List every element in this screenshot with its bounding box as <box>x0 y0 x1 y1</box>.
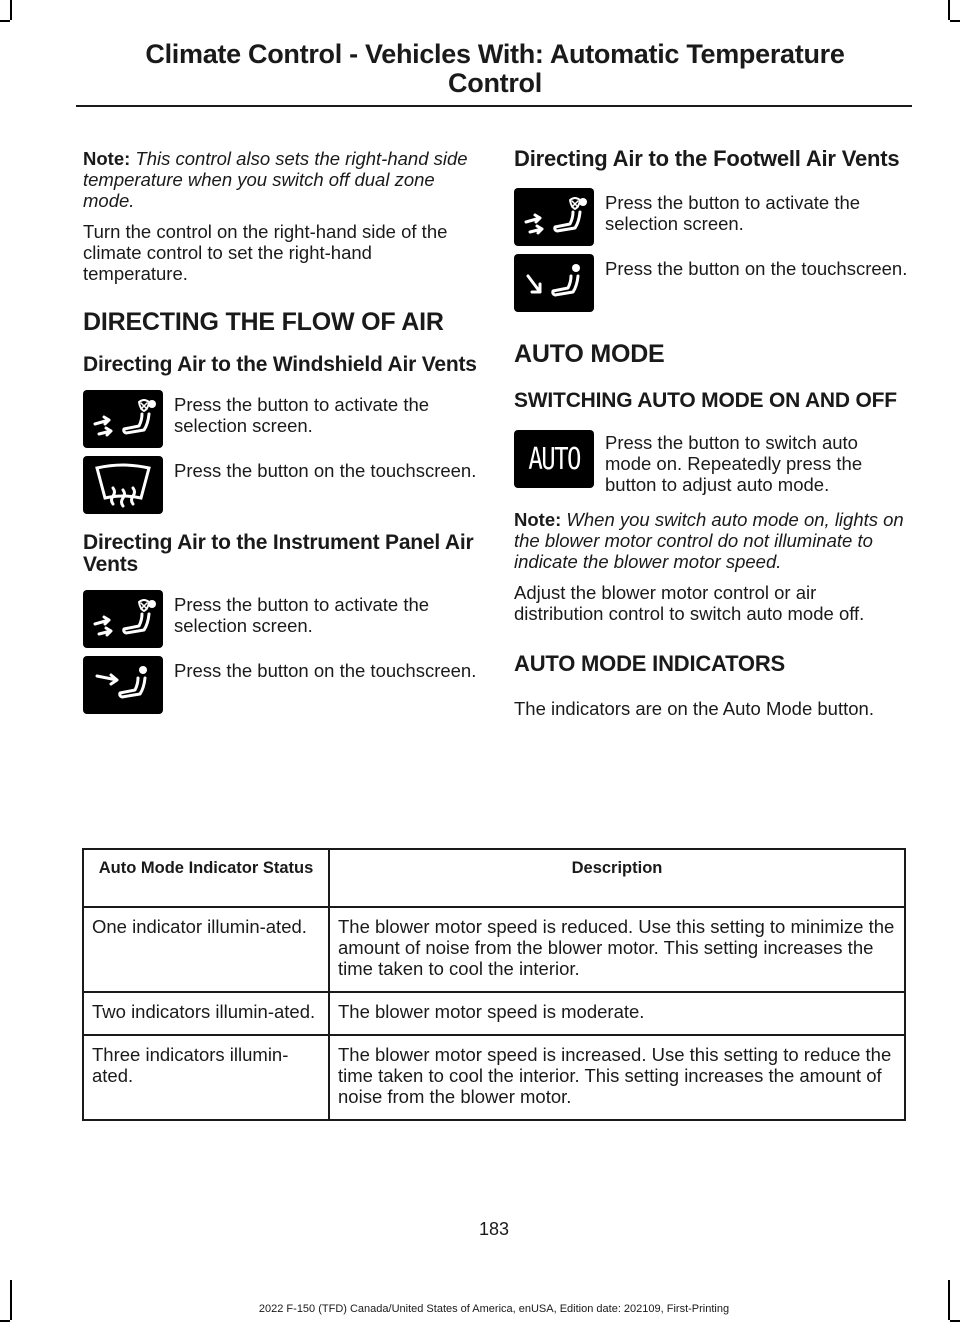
footer-edition: 2022 F-150 (TFD) Canada/United States of America, enUSA, Edition date: 202109, First-Printing <box>258 1303 730 1315</box>
footwell-step-1 <box>514 188 909 246</box>
status-cell: Three indicators illumin-ated. <box>83 1035 329 1120</box>
description-cell: The blower motor speed is increased. Use this setting to reduce the time taken to cool the interior. This setting increases the amount of noise from the blower motor. <box>329 1035 905 1120</box>
crop-mark <box>0 1320 10 1322</box>
subsection-title-switching: SWITCHING AUTO MODE ON AND OFF <box>514 389 897 412</box>
left-column <box>83 148 478 722</box>
status-cell: One indicator illumin-ated. <box>83 907 329 992</box>
step-text: Press the button on the touchscreen. <box>174 460 477 481</box>
table-row <box>83 992 905 1035</box>
header-divider <box>76 105 912 107</box>
table-header-row <box>83 849 905 907</box>
section-title-indicators: AUTO MODE INDICATORS <box>514 651 786 676</box>
note-label: Note: <box>514 509 562 530</box>
windshield-defrost-icon <box>83 456 163 514</box>
crop-mark <box>948 0 950 20</box>
panel-vent-icon <box>83 656 163 714</box>
crop-mark <box>10 0 12 20</box>
page-title <box>80 40 910 98</box>
crop-mark <box>950 20 960 22</box>
subsection-title-footwell: Directing Air to the Footwell Air Vents <box>514 146 900 171</box>
table-row <box>83 1035 905 1120</box>
instrument-step-2 <box>83 656 478 714</box>
subsection-title-windshield: Directing Air to the Windshield Air Vents <box>83 353 477 376</box>
column-header-status: Auto Mode Indicator Status <box>83 849 329 907</box>
status-cell: Two indicators illumin-ated. <box>83 992 329 1035</box>
windshield-step-1 <box>83 390 478 448</box>
paragraph-indicators: The indicators are on the Auto Mode button. <box>514 698 874 719</box>
description-cell: The blower motor speed is moderate. <box>329 992 905 1035</box>
auto-icon-label: AUTO <box>528 441 580 477</box>
column-header-description: Description <box>329 849 905 907</box>
step-text: Press the button to activate the selection screen. <box>174 594 430 636</box>
windshield-step-2 <box>83 456 478 514</box>
note-label: Note: <box>83 148 131 169</box>
crop-mark <box>0 20 10 22</box>
air-distribution-icon <box>514 188 594 246</box>
footwell-vent-icon <box>514 254 594 312</box>
subsection-title-instrument: Directing Air to the Instrument Panel Air Vents <box>83 531 474 576</box>
section-title-airflow: DIRECTING THE FLOW OF AIR <box>83 308 444 336</box>
step-text: Press the button to switch auto mode on. Repeatedly press the button to adjust auto mode. <box>605 432 863 495</box>
step-text: Press the button to activate the selection screen. <box>605 192 861 234</box>
right-column <box>514 148 909 729</box>
auto-button-icon <box>514 430 594 488</box>
note-auto-mode <box>514 509 909 572</box>
page-title-line-2: Control <box>448 68 542 98</box>
page-title-line-1: Climate Control - Vehicles With: Automatic Temperature <box>145 39 845 69</box>
note-text: This control also sets the right-hand side temperature when you switch off dual zone mode. <box>83 148 468 211</box>
table-row <box>83 907 905 992</box>
air-distribution-icon <box>83 590 163 648</box>
note-text: When you switch auto mode on, lights on the blower motor control do not illuminate to indicate the blower motor speed. <box>514 509 904 572</box>
indicator-table <box>82 848 906 1121</box>
air-distribution-icon <box>83 390 163 448</box>
section-title-auto-mode: AUTO MODE <box>514 340 665 368</box>
page-number: 183 <box>478 1219 510 1239</box>
paragraph-auto-off: Adjust the blower motor control or air distribution control to switch auto mode off. <box>514 582 865 624</box>
step-text: Press the button to activate the selection screen. <box>174 394 430 436</box>
footwell-step-2 <box>514 254 909 312</box>
note-dual-zone <box>83 148 478 211</box>
description-cell: The blower motor speed is reduced. Use this setting to minimize the amount of noise from the blower motor. This setting increases the time taken to cool the interior. <box>329 907 905 992</box>
step-text: Press the button on the touchscreen. <box>605 258 908 279</box>
auto-step <box>514 430 909 495</box>
paragraph-right-hand-temp: Turn the control on the right-hand side of the climate control to set the right-hand temperature. <box>83 221 448 284</box>
step-text: Press the button on the touchscreen. <box>174 660 477 681</box>
crop-mark <box>950 1320 960 1322</box>
instrument-step-1 <box>83 590 478 648</box>
